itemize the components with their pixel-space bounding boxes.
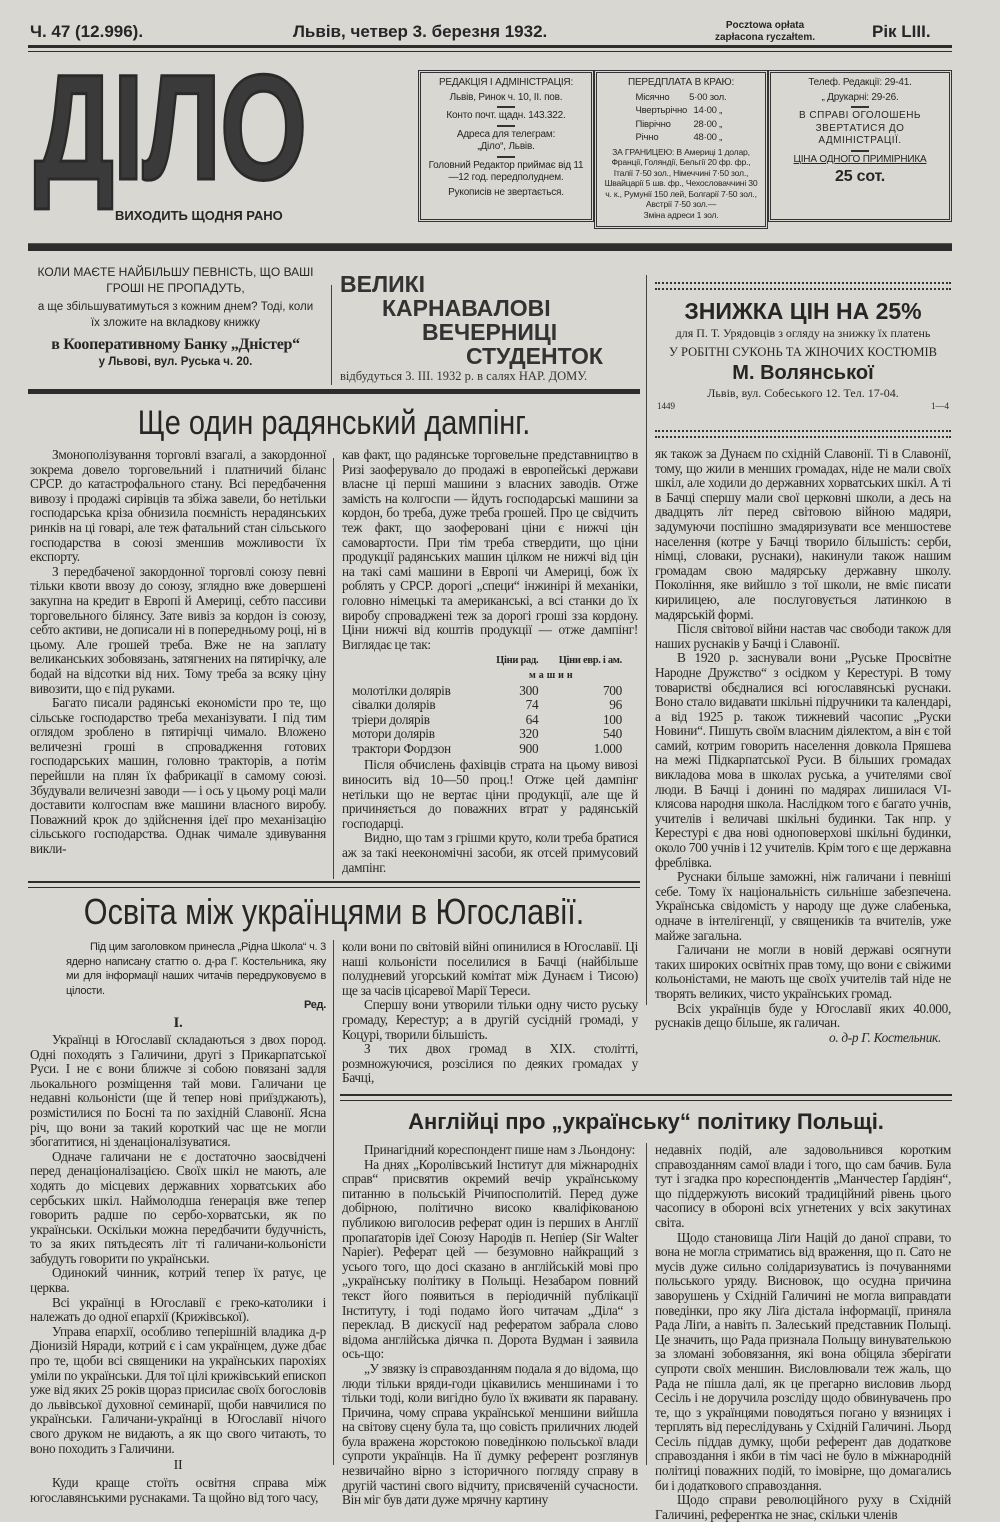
column-divider (646, 1143, 647, 1465)
item: трактори Фордзон (352, 740, 451, 756)
item: сівалки долярів (352, 697, 436, 713)
editorial-line: Рукописів не звертається. (448, 186, 564, 198)
paragraph: Всіх українців буде у Югославії яких 40.000, руснаків дещо більше, як галичан. (655, 1000, 951, 1031)
carnival-line: ВЕЧЕРНИЦІ (422, 319, 558, 345)
postal-note (700, 20, 830, 44)
bank-ad-text: а ще збільшуватимуться з кожним днем? Тоді, коли їх зложите на вкладкову книжку (37, 301, 314, 329)
foreign-price: 96 (609, 697, 622, 713)
bank-ad (28, 264, 323, 368)
table-row (352, 684, 622, 699)
foreign-price: 540 (602, 726, 622, 742)
ad-border-bottom (655, 430, 951, 438)
year-label: Рік LIII. (872, 22, 931, 41)
paragraph: Галичани не могли в новій державі осягнути таких широких освітніх прав тому, що вони є свіжими кольоністами, не мають ще своїх учителів тай ніде не творять великих, чисто українських громад. (655, 942, 951, 1001)
paragraph: як також за Дунаєм по східній Славонії. Ті в Славонії, тому, що жили в менших громадах, ніде не мали своїх шкіл, але ходили до державних хорватських шкіл. А ті в Бачці спершу мали свої церковні школи, а десь на двадцять літ перед світовою війною мадяри, задумуючи поспішно змадяризувати все меншостеве населення (котре у Бачці творило більшість: серби, німці, словаки, руснаки), накинули також нашим громадам свою мадярську державну школу. Покоління, яке вийшло з тої школи, не вміє писати кирилицею, але послуговується латинкою в мадярській формі. (655, 446, 951, 622)
paragraph: недавніх подій, але задовольнився коротким справозданням самої влади і того, що сам бачив. Була тут і згадка про кореспондентів „Манчестер Ґардіян“, що піддержують високий традиційний рівень цього часопису в обороні всіх угнетених у всіх закутинах світа. (655, 1142, 951, 1230)
editor-sign: Ред. (303, 999, 326, 1012)
price: 48·00 „ (693, 132, 723, 143)
contact-box (768, 70, 952, 222)
phone-editorial: Телеф. Редакції: 29-41. (808, 77, 912, 88)
article-education-col2 (342, 940, 638, 1086)
abroad-prices: ЗА ГРАНИЦЕЮ: В Америці 1 долар, Франції, Голяндії, Бельгії 20 фр. фр., Італії 7·50 зол., Німеччині 7·50 зол., Швайцарії 5 шв. фр., Чехословаччині 30 ч. к., Румунії 150 лей, Болгарії 7·50 зол., Австрії 7·50 зол.— (604, 146, 758, 209)
paragraph: Щодо становища Ліґи Націй до даної справи, то вона не могла стриматись від враження, що п. Сато не мусів дуже сильно солідаризуватись із почуваннями польського уряду. Висновок, що осудна причина заворушень у Східній Галичині не могла виправдати поведінки, про яку Ліґа дістала інформації, приняла Рада Ліґи, а навіть п. Залеський представник Польщі. Це значить, що Рада признала Польщу винувателькою за зломані зобовязання, які вона обіцяла зберігати супроти своїх меншин. Висловлювали теж жаль, що Рада не пішла далі, як це прегарно висловив льорд Сесіль і не доручила розсліду щодо обвинувачень про те, що з українцями поводяться погано у вязницях і терплять від переслідувань у Східній Галичині. Льорд Сесіль піддав думку, щоби референт дав додаткове справоздання і якби в тім часі не було в міжнародній політиці поважних подій, то імовірне, що домагались би і додаткового справоздання. (655, 1229, 951, 1493)
column-divider (333, 458, 334, 879)
bank-ad-address: у Львові, вул. Руська ч. 20. (98, 356, 253, 368)
article-headline-education: Освіта між українцями в Югославії. (83, 891, 585, 932)
paragraph: З тих двох громад в XIX. столітті, розмножуючися, розсілися по деяких громадах у Бачці, (342, 1041, 638, 1086)
paragraph: Всі українці в Югославії є греко-католики і належать до одної епархії (Крижівської). (30, 1294, 326, 1325)
paragraph: Принагідний кореспондент пише нам з Льондону: (364, 1142, 636, 1157)
period: Чвертьрічно (635, 105, 688, 116)
tagline: ВИХОДИТЬ ЩОДНЯ РАНО (115, 208, 283, 223)
price-value: 25 сот. (835, 168, 885, 185)
paragraph: Руснаки більше заможні, ніж галичани і певніші себе. Тому їх національність сильніше забезпечена. Українська свідомість у народу ще дуже слабенька, одначе в інтелігенції, у священиків та вчителів, уже майже загальна. (655, 869, 951, 943)
paragraph: Змонополізування торговлі взагалі, а закордонної зокрема довело торговельний і платничий біланс СРСР. до катастрофального стану. Всі передбачення вивозу і продажі сирівців та збіжа завели, бо нетільки господарська кріза обнизила поємність нерадянських ринків на ці говарі, але теж фатальний стан сільського господарства в союзі зменшив можливости їх експорту. (30, 447, 326, 565)
issue-number: Ч. 47 (12.996). (30, 22, 144, 41)
foreign-price: 700 (602, 682, 622, 698)
carnival-line: СТУДЕНТОК (466, 343, 603, 369)
editorial-line: Конто почт. щадн. 143.322. (446, 110, 566, 121)
postal-line-1: Pocztowa opłata (725, 20, 805, 31)
dateline: Львів, четвер 3. березня 1932. (293, 22, 548, 41)
price-label: ЦІНА ОДНОГО ПРИМІРНИКА (793, 153, 927, 165)
article-dumping-col2 (342, 448, 638, 875)
paragraph: Управа епархії, особливо теперішній владика д-р Діонизій Няради, котрий є і сам українцем, дуже дбає про те, щоби всі священики на українських парохіях уміли по українськи. Для тої цілі крижівський епископ уже від яких 25 років щораз присилає своїх богословів до львівської духовної семинарії, щоби навчилися по українськи. Галичани-українці в Югославії нічого свого друком не видають, а як що свого читають, то воно походить з Галичини. (30, 1323, 326, 1456)
editorial-line: Львів, Ринок ч. 10, II. пов. (449, 91, 563, 103)
paragraph: Щодо справи революційного руху в Східній Галичині, референтка не знає, скільки членів (655, 1492, 951, 1522)
editorial-info-box (418, 70, 594, 222)
table-row (352, 727, 622, 742)
paragraph: Після обчислень фахівців страта на цьому вивозі виносить від 10—50 проц.! Отже цей дампінг нетільки що не вертає ціни продукції, але ще й причиняється до поважних втрат у радянській господарці. (342, 757, 638, 831)
paragraph: Спершу вони утворили тільки одну чисто руську громаду, Керестур; а в другій сусідній громаді, у Коцурі, творили більшість. (342, 997, 638, 1042)
editorial-line: Головний Редактор приймає від 11—12 год. передполуднем. (428, 159, 584, 183)
soviet-price: 900 (519, 740, 539, 756)
price: 14·00 „ (693, 105, 723, 116)
foreign-price: 100 (602, 711, 622, 727)
phone-print: „ Друкарні: 29-26. (821, 91, 899, 103)
discount-owner: М. Волянської (732, 362, 874, 384)
subscription-box (594, 70, 768, 229)
table-row (352, 713, 622, 728)
column-divider (646, 275, 647, 1005)
paragraph: В 1920 р. заснували вони „Руське Просвітне Народне Дружство“ з осідком у Керестурі. В тому товаристві обєдналися всі югославянські руснаки. Воно стало видавати шкільні підручники та календарі, а від 1925 р. також тижневий часопис „Руски Новини“. Пишуть своїм власним діялектом, а він є той самий, котрим говорить населення довкола Пряшева на межі Підкарпатської Руси. В більших громадах викладова мова в школах руська, а учителями свої люди. В Бачці і донині по мадярах лишилася VI-клясова народня школа. Наслідком того є багато учнів, учителів і величаві шкільні будинки. Так нпр. у Керестурі є два нові одноповерхові шкільні будинки, около 700 учнів і 12 учителів. Крім того є ще державна фреблівка. (655, 650, 951, 870)
item: мотори долярів (352, 726, 435, 742)
discount-ad (655, 296, 951, 412)
soviet-price: 320 (519, 726, 539, 742)
section-rule (28, 243, 952, 251)
period: Місячно (635, 91, 670, 103)
table-header-soviet: Ціни рад. (496, 655, 539, 667)
paragraph: Багато писали радянські економісти про те, що сільське господарство треба механізувати. І під тим оглядом зроблено в пятирічці чимало. Вложено величезні гроші в спровадження готових господарських машин, головно тракторів, а потім перейшли на плян їх фабрикації в самому союзі. Збудували величезні заводи — і ось у цьому році мали доставити колгоспам вже машини власного виробу. Поважний крок до здійснення ідеї про механізацію сільського господарства. Однак чимале здивування викли- (30, 695, 326, 857)
article-headline-dumping: Ще один радянський дампінг. (137, 404, 531, 442)
section-number: I. (173, 1014, 183, 1031)
ad-divider (331, 285, 332, 385)
paragraph: „У звязку із справозданням подала я до відома, що люди тільки вряди-годи цікавились меншинами і то тільки тоді, коли вигідно було їх вживати як парaвану. Причина, чому справа української меншини вийшла на світову сцену була та, що совість приличних людей була вражена жорстокою поведінкою польської влади супроти українців. На її думку референт розглянув незвичайно вірно з історичного погляду справу в другій частині свого відчиту, присвяченій сучасности. Він міг був дати дуже мрячну картину (342, 1360, 638, 1508)
article-headline-england: Англійці про „українську“ політику Польщі. (408, 1109, 884, 1134)
ads-note: В СПРАВІ ОГОЛОШЕНЬ ЗВЕРТАТИСЯ ДО АДМІНІСТРАЦІЇ. (798, 110, 921, 146)
article-dumping-col1 (30, 448, 326, 857)
soviet-price: 300 (519, 682, 539, 698)
soviet-price: 74 (525, 697, 539, 713)
paragraph: кав факт, що радянське торговельне представництво в Ризі заоферувало до продажі в европейські держави власне ці перші машини з власних заводів. Отже замість на колгоспи — йдуть господарські машини за кордон, бо треба, дуже треба грошей. Про це свідчить теж факт, що заофер​овані ціни є нижчі цін самовартости. При тім треба ствердити, що ціни продукції радянських машин цілком не нижчі від цін на такі самі машини в Европі чи Америці, бож їх роблять у СРСР. дорогі „специ“ інжинірі й механіки, головно німецькі та американські, а всі станки до їх виробу спроваджені теж за дорогі гроші зза кордону. Ціни нижчі від коштів продукції — отже дампінг! Виглядає це так: (342, 447, 638, 652)
paragraph: Одначе галичани не є достаточно заосвідчені перед денаціоналізацією. Своїх шкіл не мають, але ходять до місцевих державних хорватських або сербських шкіл. Наймолодша ґенерація вже тепер говорить радше по сербо-хорватськи, як по українськи. Оскільки можна передбачити будучність, то за яких пятьдесять літ ті галичани-кольоністи забудуть говорити по українськи. (30, 1148, 326, 1266)
price: 5·00 зол. (689, 91, 727, 103)
author-signature: о. д-р Г. Костельник. (828, 1029, 941, 1045)
editorial-line: Адреса для телеграм: (456, 128, 556, 140)
article-england-col3 (655, 1143, 951, 1522)
foreign-price: 1.000 (593, 740, 622, 756)
table-row (352, 742, 622, 757)
article-education-col3 (655, 447, 951, 1045)
carnival-line: КАРНАВАЛОВІ (382, 295, 551, 321)
section-rule (340, 1094, 952, 1101)
paragraph: З передбаченої закордонної торговлі союзу певні тільки квоти ввозу до союзу, зглядно вже довершені закупна на кредит в Европі й Америці, себто пассиви торговельного білянсу. Зате вивіз за кордон із союзу, себто активи, не дописали ні в попередньому році, ні в цьому. Але грошей треба. Вже не на заплату великанських зобовязань, затягнених на пятирічку, але бодай на відсотки від них. Тому треба за всяку ціну вивозити, що є під руками. (30, 563, 326, 696)
bank-ad-name: в Кооперативному Банку „Дністер“ (51, 336, 300, 353)
period: Річно (635, 132, 659, 143)
period: Піврічно (635, 118, 671, 130)
soviet-price: 64 (525, 711, 539, 727)
discount-headline: ЗНИЖКА ЦІН НА 25% (684, 298, 922, 324)
paragraph: Куди краще стоїть освітня справа між югославянськими руснаками. Та щойно від того часу, (30, 1475, 326, 1505)
table-header-foreign: Ціни евр. і ам. (558, 655, 622, 667)
column-divider (333, 940, 334, 1465)
price: 28·00 „ (693, 118, 723, 130)
ad-border-top (655, 282, 951, 290)
paragraph: Одинокий чинник, котрий тепер їх ратує, це церква. (30, 1265, 326, 1296)
ad-number: 1449 (657, 401, 675, 411)
carnival-ad (340, 272, 645, 384)
newspaper-logo: ДІЛО (34, 43, 306, 211)
table-row (352, 698, 622, 713)
paragraph: Видно, що там з грішми круто, коли треба братися аж за такі неекономічні засоби, як отсей примусовий дампінг. (342, 830, 638, 875)
paragraph: коли вони по світовій війні опинилися в Югославії. Ці наші кольоністи поселилися в Бачці (найбільше полудневий угорський комітат між Дунаєм і Тисою) ще за часів цісаревої Марії Тереси. (342, 939, 638, 998)
editor-intro: Під цим заголовком принесла „Рідна Школа“ ч. 3 ядерно написану статтю о. д-ра Г. Костельника, яку ми для інформації наших читачів передруковуємо в цілости. (66, 941, 326, 997)
subscription-title: ПЕРЕДПЛАТА В КРАЮ: (627, 77, 735, 88)
section-rule (28, 389, 640, 394)
discount-shop: У РОБІТНІ СУКОНЬ ТА ЖІНОЧИХ КОСТЮМІВ (668, 345, 938, 359)
postal-line-2: zapłacona ryczałtem. (714, 32, 816, 43)
carnival-line: ВЕЛИКІ (340, 271, 426, 297)
section-number: II (173, 1458, 183, 1474)
ad-run: 1—4 (931, 401, 949, 411)
subscription-table (635, 91, 728, 145)
item: тріери долярів (352, 711, 430, 727)
table-header-sub: машин (528, 669, 576, 681)
item: молотілки долярів (352, 682, 451, 698)
paragraph: Українці в Югославії складаються з двох пород. Одні походять з Галичини, другі з Прикарпатської Руси. І не є вони ближче зі собою повязані задля льокального розміщення тай мови. Галичани це недавні кольоністи (ще й тепер нові приїзджають), розмістилися по Босні та по західній Славонії. Ясна річ, що вони за такий короткий час ще не могли збогатитися, ні зденаціоналізуватися. (30, 1031, 326, 1150)
paragraph: На днях „Королівський Інститут для міжнародніх справ“ присвятив окремий вечір українському питанню в польській Річипосполитій. Перед дуже добірною, політично високо кваліфікованою публикою виголосив реферат один із перших в Англії пропаґаторів ідеї Союзу Народів п. Непіер (Sir Walter Napier). Реферат цей — безумовно найкращий з усього того, що досі сказано в англійській мові про „українську політику в Польщі. Незабаром повний текст його появиться в періодичній публікації Інституту, і тоді подамо його читачам „Діла“ з переклад. В дискусії над рефератом забрала слово відома англійська діячка п. Дорота Вудман і заявила ось-що: (342, 1156, 638, 1362)
article-england-col2 (342, 1143, 638, 1508)
paragraph: Після світової війни настав час свободи також для наших руснаків у Бачці і Славонії. (655, 621, 951, 651)
price-table (352, 654, 622, 756)
editorial-line: „Діло“, Львів. (477, 141, 535, 152)
section-rule (28, 881, 640, 888)
article-education-col1 (30, 940, 326, 1505)
discount-address: Львів, вул. Собеського 12. Тел. 17-04. (707, 386, 899, 400)
discount-text: для П. Т. Урядовців з огляду на знижку їх платень (675, 326, 931, 340)
ad-codes (655, 401, 951, 412)
carnival-date: відбудуться 3. III. 1932 р. в салях НАР. ДОМУ. (340, 369, 588, 383)
address-change: Зміна адреси 1 зол. (643, 209, 719, 220)
bank-ad-headline: КОЛИ МАЄТЕ НАЙБІЛЬШУ ПЕВНІСТЬ, ЩО ВАШІ ГРОШІ НЕ ПРОПАДУТЬ, (37, 265, 314, 295)
editorial-line: РЕДАКЦІЯ І АДМІНІСТРАЦІЯ: (438, 77, 574, 88)
